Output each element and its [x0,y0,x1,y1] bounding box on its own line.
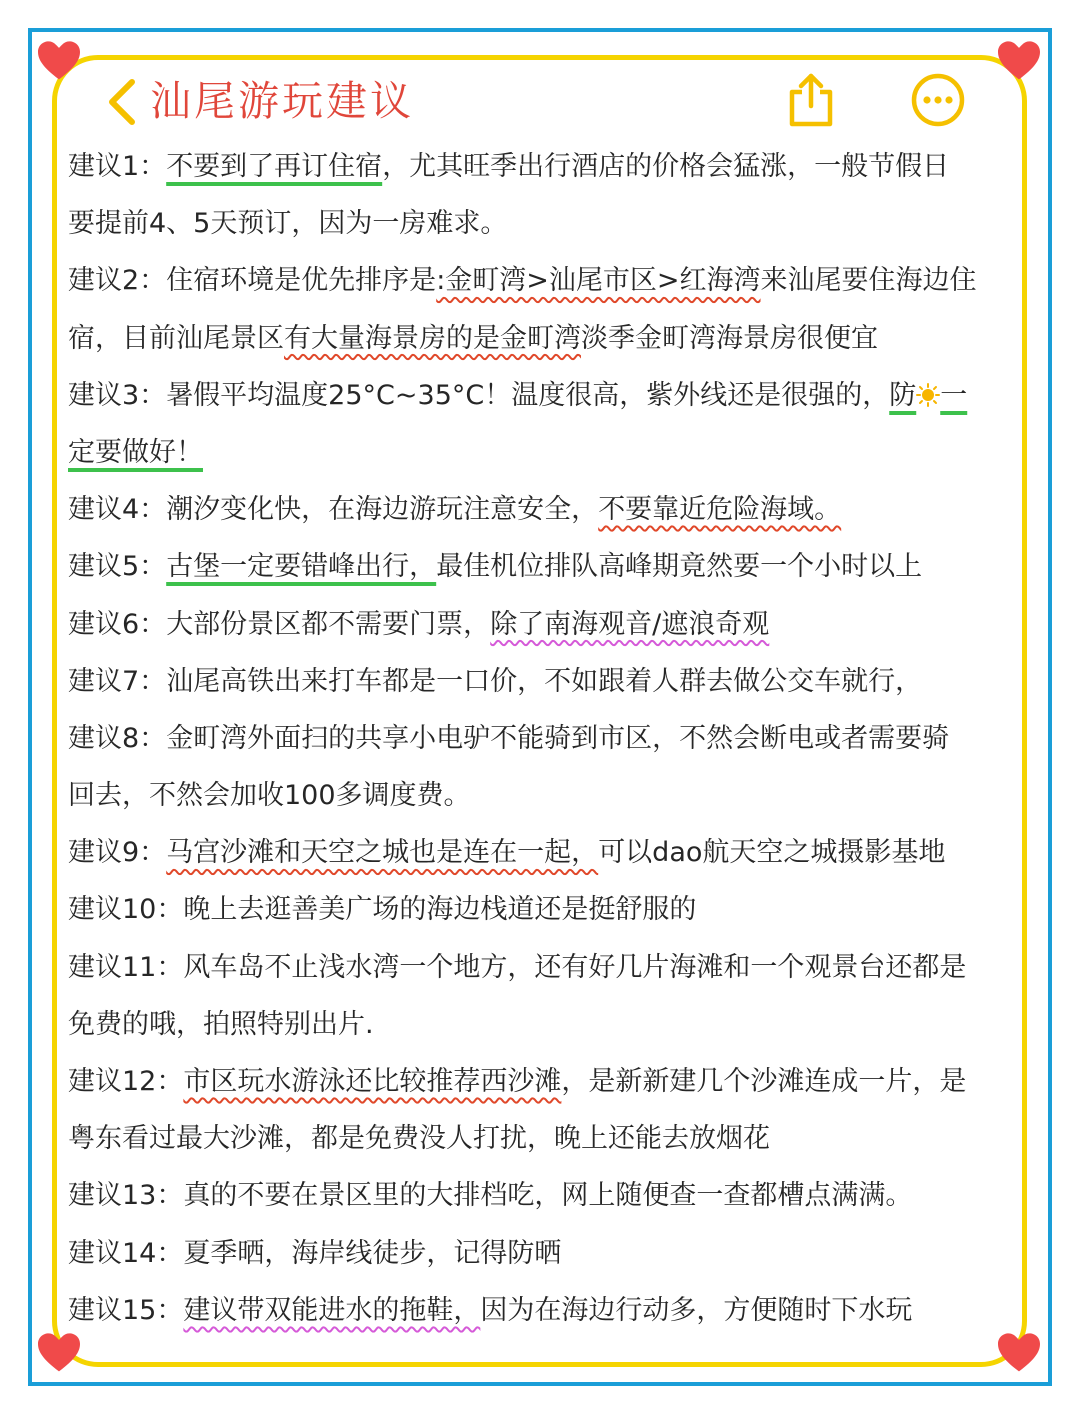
list-item [68,367,1018,424]
tip-text: 住宿环境是优先排序是 [166,265,437,297]
tip-label: 建议4： [68,494,167,526]
list-item [68,1167,1018,1224]
tip-label: 建议7： [68,665,167,697]
highlight-text: 有大量海景房的是金町湾 [284,322,581,354]
list-item-continued [68,996,1018,1053]
tip-text: 真的不要在景区里的大排档吃，网上随便查一查都槽点满满。 [183,1180,913,1212]
list-item [68,939,1018,996]
tip-text: 粤东看过最大沙滩，都是免费没人打扰，晚上还能去放烟花 [68,1123,770,1155]
highlight-part: 一 [940,379,968,411]
highlight-text: :金町湾>汕尾市区>红海湾 [436,265,761,297]
list-item [68,1282,1018,1339]
highlight-text: 建议带双能进水的拖鞋， [183,1294,481,1326]
tip-label: 建议14： [68,1237,184,1269]
list-item [68,1053,1018,1110]
heart-icon [998,40,1040,82]
tip-text: 金町湾外面扫的共享小电驴不能骑到市区，不然会断电或者需要骑 [166,722,950,754]
tip-text: 夏季晒，海岸线徒步，记得防晒 [183,1237,562,1269]
page-title: 汕尾游玩建议 [150,77,414,125]
tip-text: 淡季金町湾海景房很便宜 [581,322,878,354]
tip-text: 可以dao航天空之城摄影基地 [598,837,946,869]
tip-text: 宿，目前汕尾景区 [68,322,284,354]
highlight-part: 防 [889,379,917,411]
list-item [68,596,1018,653]
highlight-text: 古堡一定要错峰出行， [166,551,437,583]
highlight-text: 不要靠近危险海域。 [598,494,842,526]
highlight-text: 市区玩水游泳还比较推荐西沙滩 [183,1066,562,1097]
tip-text: 最佳机位排队高峰期竟然要一个小时以上 [436,551,923,583]
tip-text: 因为在海边行动多，方便随时下水玩 [480,1294,913,1326]
tip-text: ，是新新建几个沙滩连成一片，是 [561,1066,967,1097]
highlight-text: 马宫沙滩和天空之城也是连在一起， [166,837,599,869]
tip-text: ，尤其旺季出行酒店的价格会猛涨，一般节假日 [382,151,950,182]
tip-text: 免费的哦，拍照特别出片. [68,1008,374,1040]
list-item [68,481,1018,538]
highlight-text: 不要到了再订住宿 [166,151,383,182]
list-item-continued [68,195,1018,252]
list-item [68,653,1018,710]
tip-label: 建议11： [68,951,184,983]
tip-label: 建议12： [68,1066,184,1097]
share-icon[interactable] [786,72,836,128]
tip-label: 建议9： [68,837,167,869]
tip-label: 建议6： [68,608,167,640]
list-item-continued [68,310,1018,367]
list-item [68,881,1018,938]
list-item-continued [68,1110,1018,1167]
tip-label: 建议1： [68,151,167,182]
tips-list [68,138,1018,1339]
tip-label: 建议15： [68,1294,184,1326]
list-item [68,252,1018,309]
list-item [68,710,1018,767]
tip-text: 潮汐变化快，在海边游玩注意安全， [166,494,599,526]
list-item-continued [68,424,1018,481]
more-icon[interactable] [910,72,966,128]
highlight-text: 定要做好！ [68,436,203,468]
tip-label: 建议3： [68,379,167,411]
tip-label: 建议13： [68,1180,184,1212]
list-item [68,1225,1018,1282]
list-item [68,538,1018,595]
highlight-text: 除了南海观音/遮浪奇观 [490,608,770,640]
heart-icon [38,40,80,82]
highlight-text [889,380,967,411]
chevron-left-icon[interactable] [102,76,142,128]
list-item [68,824,1018,881]
tip-text: 暑假平均温度25°C~35°C！温度很高，紫外线还是很强的， [166,379,890,411]
tip-text: 晚上去逛善美广场的海边栈道还是挺舒服的 [183,894,697,926]
sun-icon [916,383,940,407]
tip-text: 回去，不然会加收100多调度费。 [68,780,471,812]
list-item-continued [68,767,1018,824]
list-item [68,138,1018,195]
tip-label: 建议5： [68,551,167,583]
tip-text: 风车岛不止浅水湾一个地方，还有好几片海滩和一个观景台还都是 [183,951,967,983]
tip-text: 汕尾高铁出来打车都是一口价，不如跟着人群去做公交车就行， [166,665,923,697]
tip-label: 建议8： [68,722,167,754]
tip-text: 来汕尾要住海边住 [760,265,977,297]
tip-label: 建议2： [68,265,167,297]
tip-label: 建议10： [68,894,184,926]
tip-text: 大部份景区都不需要门票， [166,608,491,640]
tip-text: 要提前4、5天预订，因为一房难求。 [68,208,508,240]
